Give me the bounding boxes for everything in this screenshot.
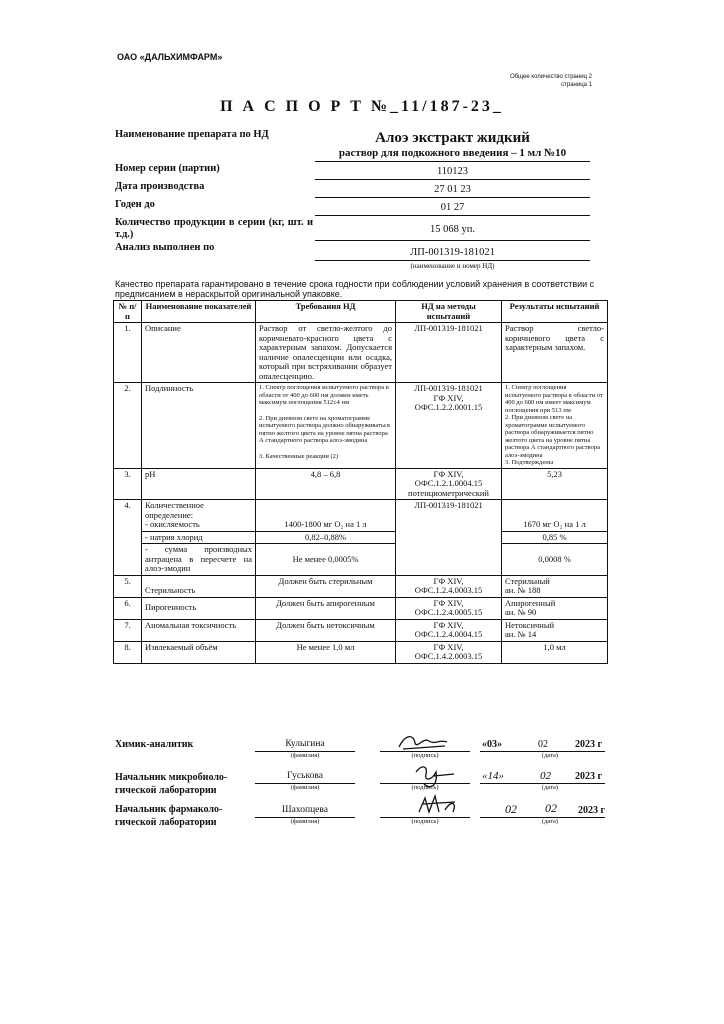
divider (315, 215, 590, 216)
date-caption: (дата) (541, 784, 559, 791)
signer-role-line: гической лаборатории (115, 817, 217, 828)
signer-surname: Гуськова (287, 771, 323, 781)
row-subname: - окисляемость (145, 519, 200, 529)
table-row (114, 619, 608, 641)
method-line: ОФС.1.2.1.0004.15 (414, 478, 483, 488)
table-row (114, 575, 608, 597)
row-method (396, 641, 502, 663)
table-row (114, 531, 608, 544)
requirement-item: 3. Качественные реакции (2) (259, 452, 339, 460)
divider (315, 179, 590, 180)
header-result: Результаты испытаний (502, 301, 608, 323)
table-row (114, 597, 608, 619)
row-requirement: 0,82–0,88% (256, 531, 396, 544)
row-name: Аномальная токсичность (142, 619, 256, 641)
date-day: «03» (482, 739, 502, 750)
row-requirement: 1400-1800 мг O₂ на 1 л (256, 500, 396, 532)
divider (315, 197, 590, 198)
date-day: «14» (482, 770, 504, 782)
signature-caption: (подпись) (411, 752, 439, 759)
row-method: ЛП-001319-181021 (396, 323, 502, 383)
quantity-value: 15 068 уп. (430, 224, 475, 235)
method-line: ОФС.1.2.4.0004.15 (414, 629, 483, 639)
table-row (114, 641, 608, 663)
signature-caption: (подпись) (411, 818, 439, 825)
divider (315, 240, 590, 241)
row-result (502, 597, 608, 619)
expiry-label: Годен до (115, 199, 155, 210)
row-method (396, 597, 502, 619)
date-year: 2023 г (575, 771, 603, 782)
row-method (396, 619, 502, 641)
company-name: ОАО «ДАЛЬХИМФАРМ» (117, 52, 223, 62)
row-requirement: Не менее 0,0005% (256, 544, 396, 576)
method-line: ОФС.1.2.2.0001.15 (414, 402, 483, 412)
page-count (480, 73, 592, 89)
date-caption: (дата) (541, 752, 559, 759)
row-requirement: Должен быть апирогенным (256, 597, 396, 619)
page-total: Общее количество страниц 2 (510, 74, 592, 80)
row-number: 8. (114, 641, 142, 663)
series-label: Номер серии (партии) (115, 163, 220, 174)
date-caption: (дата) (541, 818, 559, 825)
signer-role: Химик-аналитик (115, 739, 194, 750)
drug-name: Алоэ экстракт жидкий (375, 130, 530, 146)
surname-caption: (фамилия) (290, 752, 320, 759)
date-month: 02 (540, 770, 551, 782)
row-method (396, 383, 502, 469)
requirement-item: 2. При дневном свете на хроматограмме испытуемого раствора должно обнаруживаться пятно желтого цвета на уровне пятна раствора А стандартного раствора алоэ-эмодина (259, 414, 390, 444)
row-result: 0,85 % (502, 531, 608, 544)
row-number: 7. (114, 619, 142, 641)
header-name: Наименование показателей (142, 301, 256, 323)
method-line: ГФ XIV, (433, 575, 464, 586)
drug-form: раствор для подкожного введения – 1 мл №10 (338, 147, 567, 159)
row-number: 6. (114, 597, 142, 619)
row-method (396, 575, 502, 597)
row-name: Пирогенность (142, 597, 256, 619)
row-result (502, 619, 608, 641)
signer-surname: Кулыгина (285, 739, 325, 749)
method-line: ГФ XIV, (433, 597, 464, 608)
date-month: 02 (545, 801, 557, 815)
method-line: ГФ XIV, (433, 641, 464, 652)
row-number: 4. (114, 500, 142, 576)
table-header-row (114, 301, 608, 323)
header-num: № п/п (114, 301, 142, 323)
signature-caption: (подпись) (411, 784, 439, 791)
row-name-main: Количественное определение: (145, 500, 204, 520)
row-subname: - натрия хлорид (142, 531, 256, 544)
method-line: ГФ XIV, (433, 619, 464, 630)
series-value: 110123 (436, 166, 469, 177)
method-line: ОФС.1.4.2.0003.15 (414, 651, 483, 661)
row-result: 5,23 (502, 468, 608, 500)
date-month: 02 (538, 739, 548, 750)
signer-role (115, 803, 222, 829)
surname-caption: (фамилия) (290, 784, 320, 791)
row-name: Описание (142, 323, 256, 383)
analysis-label: Анализ выполнен по (115, 242, 215, 253)
result-item: 1. Спектр поглощения испытуемого раствора в области от 400 до 600 нм имеет максимум поглощения при 513 нм (505, 384, 603, 414)
page-current: страница 1 (561, 82, 592, 88)
result-line: ан. № 14 (505, 629, 537, 639)
row-result: 1670 мг O₂ на 1 л (502, 500, 608, 532)
row-requirement: 4,8 – 6,8 (256, 468, 396, 500)
row-name: Подлинность (142, 383, 256, 469)
row-requirement: Не менее 1,0 мл (256, 641, 396, 663)
signer-role (115, 771, 227, 797)
row-number: 2. (114, 383, 142, 469)
production-date-value: 27 01 23 (434, 184, 471, 195)
signer-surname: Шахопцева (282, 805, 328, 815)
date-day: 02 (505, 802, 517, 816)
header-method: НД на методы испытаний (396, 301, 502, 323)
signature-image (415, 792, 465, 820)
result-line: Стерильный (505, 575, 550, 586)
row-requirement: Раствор от светло-желтого до коричневато-красного цвета с характерным запахом. Допускается наличие опалесценции или осадка, который при встряхивании образует опалесценцию. (256, 323, 396, 383)
drug-label: Наименование препарата по НД (115, 129, 269, 140)
row-method (396, 468, 502, 500)
row-result (502, 383, 608, 469)
expiry-value: 01 27 (440, 202, 465, 213)
method-line: ГФ XIV, (433, 468, 464, 479)
row-name: Стерильность (142, 575, 256, 597)
row-requirement: Должен быть нетоксичным (256, 619, 396, 641)
method-line: ОФС.1.2.4.0005.15 (414, 607, 483, 617)
analysis-value: ЛП-001319-181021 (410, 247, 495, 258)
method-line: потенциометрический (408, 487, 489, 498)
signature-image (395, 731, 455, 753)
row-result: 1,0 мл (502, 641, 608, 663)
row-number: 3. (114, 468, 142, 500)
row-requirement (256, 383, 396, 469)
result-line: Апирогенный (505, 597, 556, 608)
signer-role-line: Начальник фармаколо- (115, 804, 223, 815)
divider (315, 260, 590, 261)
method-line: ОФС.1.2.4.0003.15 (414, 585, 483, 595)
table-row (114, 323, 608, 383)
method-line: ГФ XIV, (433, 392, 464, 403)
table-row (114, 383, 608, 469)
row-subname: - сумма производных антрацена в пересчете на алоэ-эмодин (142, 544, 256, 576)
date-year: 2023 г (575, 739, 603, 750)
surname-caption: (фамилия) (290, 818, 320, 825)
document-title: П А С П О Р Т №_11/187-23_ (220, 98, 504, 115)
analysis-note: (наименование и номер НД) (410, 262, 495, 270)
signer-role-line: Начальник микробиоло- (115, 772, 228, 783)
production-date-label: Дата производства (115, 181, 205, 192)
table-row (114, 544, 608, 576)
guarantee-text: Качество препарата гарантировано в течение срока годности при соблюдении условий хранения в соответствии с предписанием в нераскрытой оригинальной упаковке. (115, 279, 595, 299)
table-row (114, 500, 608, 532)
signer-role-line: гической лаборатории (115, 785, 217, 796)
result-line: ан. № 90 (505, 607, 537, 617)
requirement-item: 1. Спектр поглощения испытуемого раствора в области от 400 до 600 нм должен иметь максимум поглощения 512±4 нм (259, 384, 389, 406)
row-result (502, 575, 608, 597)
method-line: ЛП-001319-181021 (414, 383, 483, 393)
signature-image (410, 762, 460, 792)
row-name: pH (142, 468, 256, 500)
result-item: 3. Подтверждены (505, 459, 554, 466)
row-name: Извлекаемый объём (142, 641, 256, 663)
row-requirement: Должен быть стерильным (256, 575, 396, 597)
result-line: ан. № 188 (505, 585, 541, 595)
table-row (114, 468, 608, 500)
date-year: 2023 г (578, 805, 606, 816)
row-number: 5. (114, 575, 142, 597)
quantity-label: Количество продукции в серии (кг, шт. и т.д.) (115, 217, 313, 240)
row-result: 0,0008 % (502, 544, 608, 576)
divider (315, 161, 590, 162)
row-number: 1. (114, 323, 142, 383)
row-method: ЛП-001319-181021 (396, 500, 502, 576)
result-item: 2. При дневном свете на хроматограмме испытуемого раствора обнаруживается пятно желтого цвета на уровне пятна раствора А стандартного раствора алоэ-эмодина (505, 414, 600, 459)
row-name (142, 500, 256, 532)
results-table (113, 300, 608, 664)
row-result: Раствор светло-коричневого цвета с характерным запахом. (502, 323, 608, 383)
header-requirements: Требования НД (256, 301, 396, 323)
result-line: Нетоксичный (505, 619, 555, 630)
